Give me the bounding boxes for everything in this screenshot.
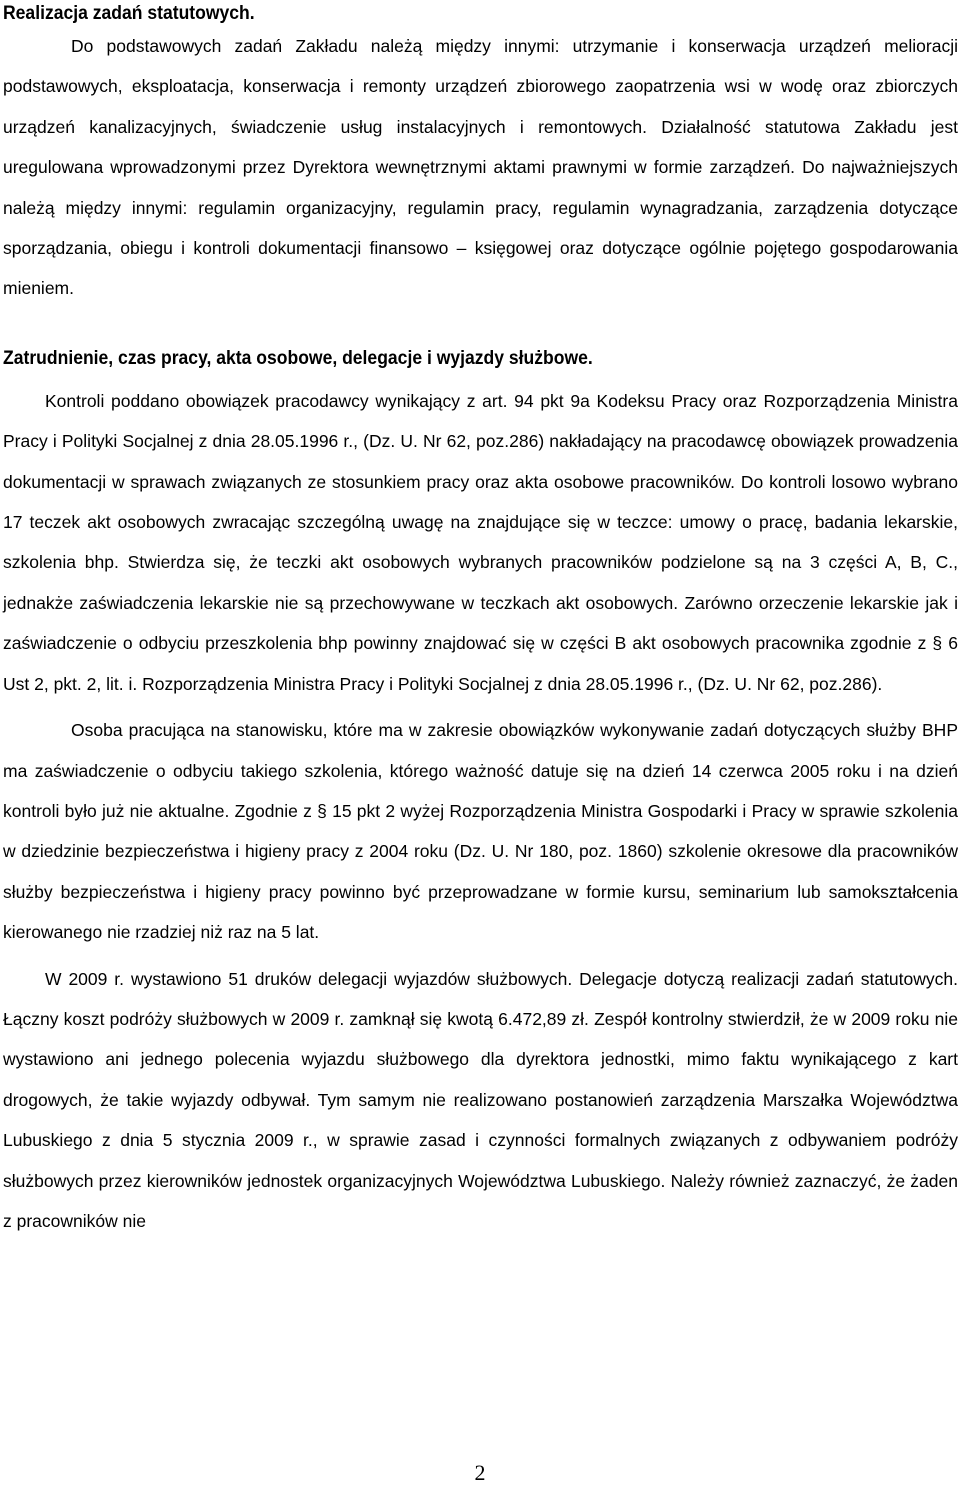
paragraph-business-trips: W 2009 r. wystawiono 51 druków delegacji wyjazdów służbowych. Delegacje dotyczą realizacji zadań statutowych. Łączny koszt podróży służbowych w 2009 r. zamknął się kwotą 6.472,89 zł. Zespół kontrolny stwierdził, że w 2009 roku nie wystawiono ani jednego polecenia wyjazdu służbowego dla dyrektora jednostki, mimo faktu wynikającego z kart drogowych, że takie wyjazdy odbywał. Tym samym nie realizowano postanowień zarządzenia Marszałka Województwa Lubuskiego z dnia 5 stycznia 2009 r., w sprawie zasad i czynności formalnych związanych z odbywaniem podróży służbowych przez kierowników jednostek organizacyjnych Województwa Lubuskiego. Należy również zaznaczyć, że żaden z pracowników nie — [3, 968, 958, 1231]
paragraph-bhp-training: Osoba pracująca na stanowisku, które ma w zakresie obowiązków wykonywanie zadań dotyczących służby BHP ma zaświadczenie o odbyciu takiego szkolenia, którego ważność datuje się na dzień 14 czerwca 2005 roku i na dzień kontroli było już nie aktualne. Zgodnie z § 15 pkt 2 wyżej Rozporządzenia Ministra Gospodarki i Pracy w sprawie szkolenia w dziedzinie bezpieczeństwa i higieny pracy z 2004 roku (Dz. U. Nr 180, poz. 1860) szkolenie okresowe dla pracowników służby bezpieczeństwa i higieny pracy powinno być przeprowadzane w formie kursu, seminarium lub samokształcenia kierowanego nie rzadziej niż raz na 5 lat. — [3, 720, 958, 943]
paragraph-statutory-tasks: Do podstawowych zadań Zakładu należą między innymi: utrzymanie i konserwacja urządzeń melioracji podstawowych, eksploatacja, konserwacja i remonty urządzeń zbiorowego zaopatrzenia wsi w wodę oraz zbiorczych urządzeń kanalizacyjnych, świadczenie usług instalacyjnych i remontowych. Działalność statutowa Zakładu jest uregulowana wprowadzonymi przez Dyrektora wewnętrznymi aktami prawnymi w formie zarządzeń. Do najważniejszych należą między innymi: regulamin organizacyjny, regulamin pracy, regulamin wynagradzania, zarządzenia dotyczące sporządzania, obiegu i kontroli dokumentacji finansowo – księgowej oraz dotyczące ogólnie pojętego gospodarowania mieniem. — [3, 36, 958, 299]
page-number: 2 — [474, 1460, 486, 1485]
document-page — [3, 0, 958, 1241]
section-heading-employment: Zatrudnienie, czas pracy, akta osobowe, delegacje i wyjazdy służbowe. — [3, 346, 593, 369]
section-heading-statutory-tasks: Realizacja zadań statutowych. — [3, 2, 255, 24]
paragraph-personnel-files: Kontroli poddano obowiązek pracodawcy wynikający z art. 94 pkt 9a Kodeksu Pracy oraz Rozporządzenia Ministra Pracy i Polityki Socjalnej z dnia 28.05.1996 r., (Dz. U. Nr 62, poz.286) nakładający na pracodawcę obowiązek prowadzenia dokumentacji w sprawach związanych ze stosunkiem pracy oraz akta osobowe pracowników. Do kontroli losowo wybrano 17 teczek akt osobowych zwracając szczególną uwagę na znajdujące się w teczce: umowy o pracę, badania lekarskie, szkolenia bhp. Stwierdza się, że teczki akt osobowych wybranych pracowników podzielone są na 3 części A, B, C., jednakże zaświadczenia lekarskie nie są przechowywane w teczkach akt osobowych. Zarówno orzeczenie lekarskie jak i zaświadczenie o odbyciu przeszkolenia bhp powinny znajdować się w części B akt osobowych pracownika zgodnie z § 6 Ust 2, pkt. 2, lit. i. Rozporządzenia Ministra Pracy i Polityki Socjalnej z dnia 28.05.1996 r., (Dz. U. Nr 62, poz.286). — [3, 390, 958, 694]
